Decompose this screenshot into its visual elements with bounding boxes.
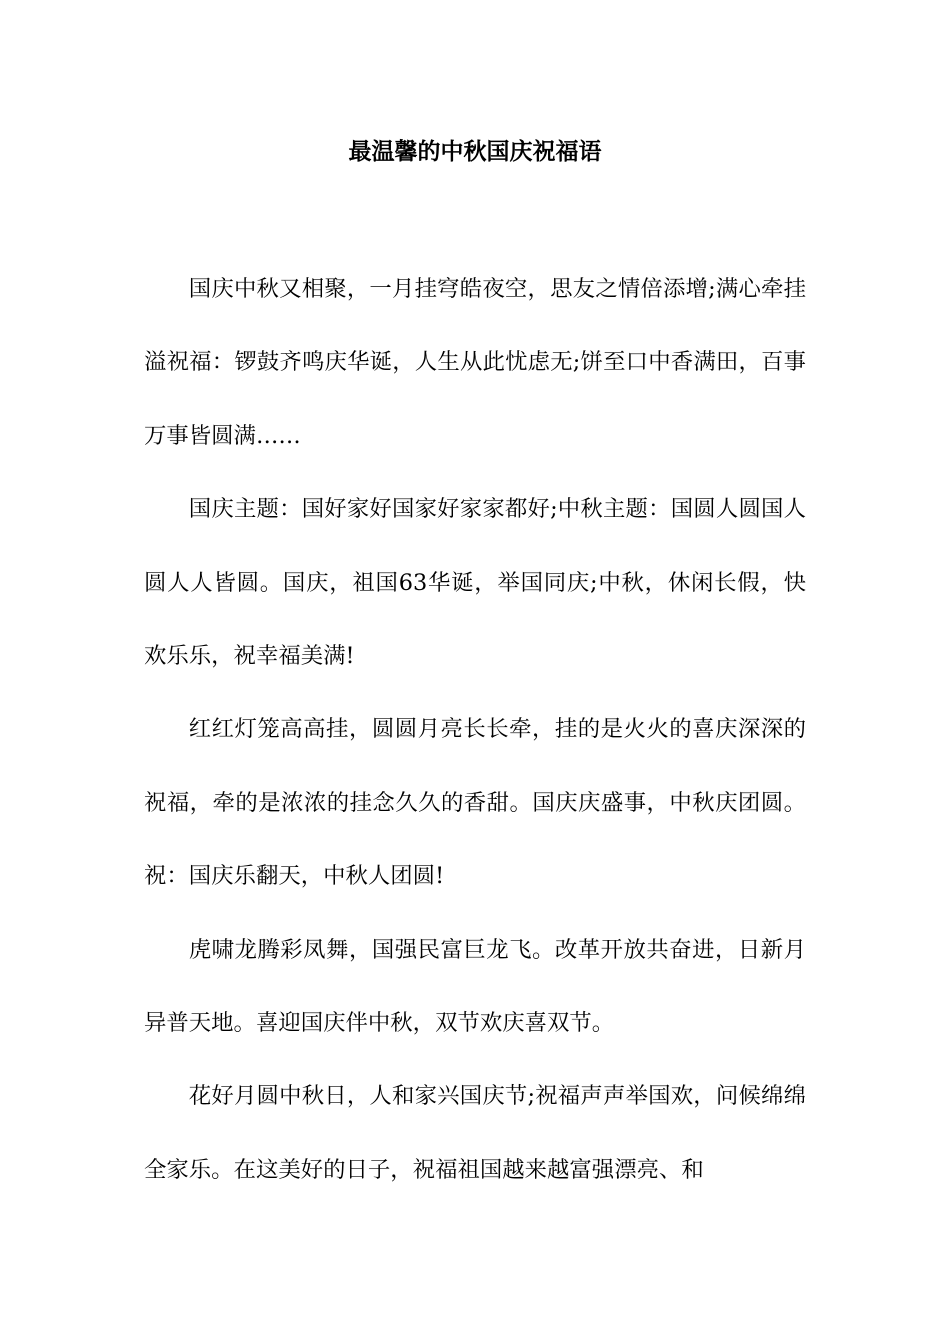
- document-body: [144, 253, 806, 1207]
- paragraph-2: 国庆主题：国好家好国家好家家都好;中秋主题：国圆人圆国人圆人人皆圆。国庆，祖国63华诞，举国同庆;中秋，休闲长假，快欢乐乐，祝幸福美满!: [144, 496, 806, 670]
- paragraph-1: 国庆中秋又相聚，一月挂穹皓夜空，思友之情倍添增;满心牵挂溢祝福：锣鼓齐鸣庆华诞，人生从此忧虑无;饼至口中香满田，百事万事皆圆满……: [144, 276, 806, 449]
- paragraph-5: 花好月圆中秋日，人和家兴国庆节;祝福声声举国欢，问候绵绵全家乐。在这美好的日子，祝福祖国越来越富强漂亮、和: [144, 1083, 806, 1183]
- paragraph-4: 虎啸龙腾彩凤舞，国强民富巨龙飞。改革开放共奋进，日新月异普天地。喜迎国庆伴中秋，双节欢庆喜双节。: [144, 936, 806, 1037]
- document-title: 最温馨的中秋国庆祝福语: [348, 138, 602, 165]
- paragraph-3: 红红灯笼高高挂，圆圆月亮长长牵，挂的是火火的喜庆深深的祝福，牵的是浓浓的挂念久久的香甜。国庆庆盛事，中秋庆团圆。祝：国庆乐翻天，中秋人团圆!: [144, 716, 806, 890]
